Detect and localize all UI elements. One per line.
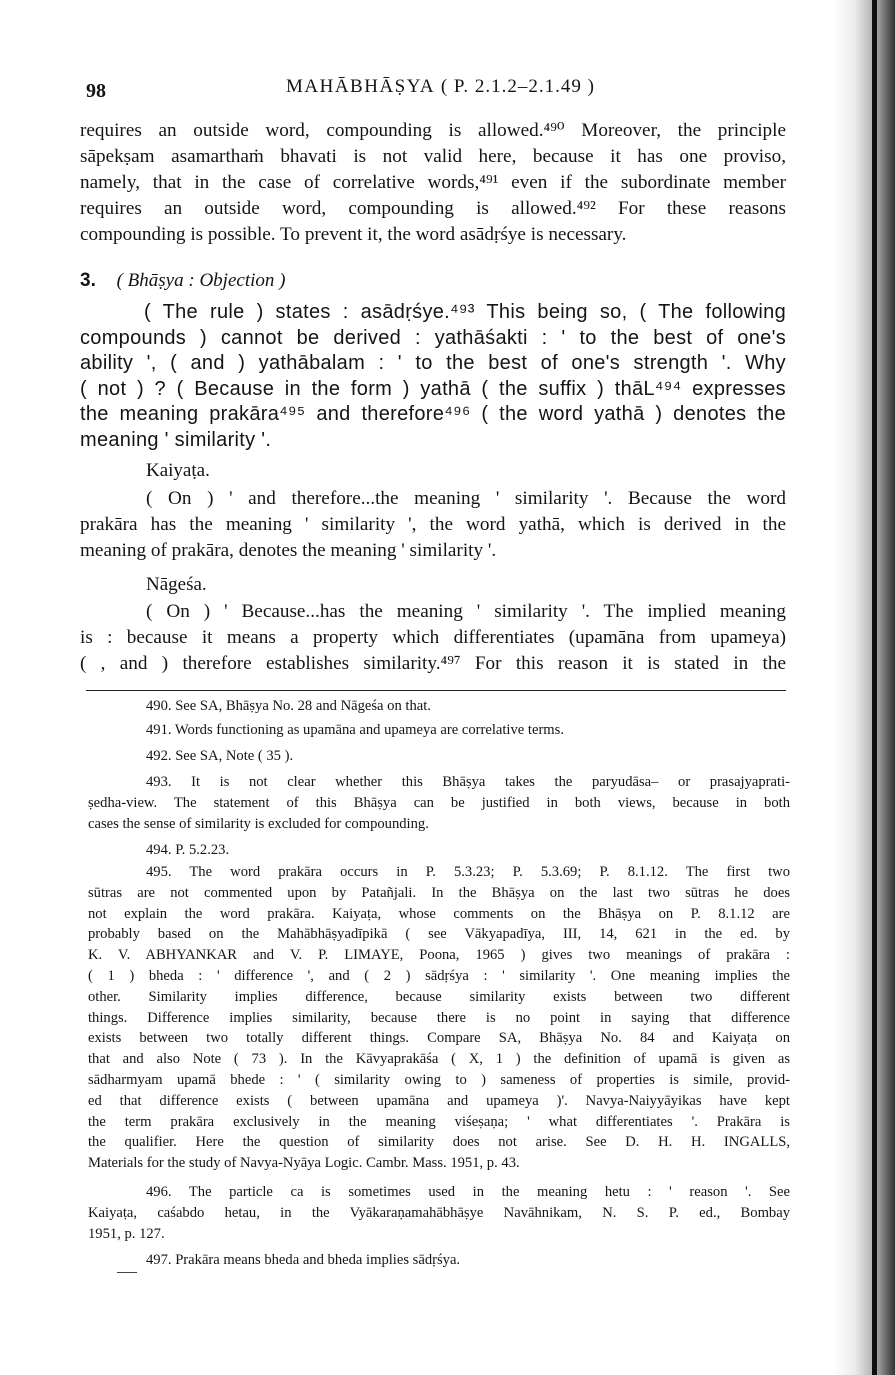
footnote-line: other. Similarity implies difference, because similarity exists between two different — [88, 988, 790, 1005]
footnote-line: sūtras are not commented upon by Patañjali. In the Bhāṣya on the last two sūtras he does — [88, 884, 790, 901]
footnote-line: ed that difference exists ( between upamāna and upameya )'. Navya-Naiyyāyikas have kept — [88, 1092, 790, 1109]
footnote-rule — [86, 690, 786, 691]
bhasya-paragraph — [80, 300, 786, 453]
text-line: ( On ) ' and therefore...the meaning ' similarity '. Because the word — [146, 488, 786, 509]
footnote-line: ( 1 ) bheda : ' difference ', and ( 2 ) sādṛśya : ' similarity '. One meaning implies the — [88, 967, 790, 984]
footnote-line: Materials for the study of Navya-Nyāya Logic. Cambr. Mass. 1951, p. 43. — [88, 1155, 520, 1172]
section-title: ( Bhāṣya : Objection ) — [116, 270, 286, 291]
footnote-line: 496. The particle ca is sometimes used in the meaning hetu : ' reason '. See — [146, 1184, 790, 1200]
footnote-line: 492. See SA, Note ( 35 ). — [146, 748, 294, 764]
footnote-line: exists between two totally different things. Compare SA, Bhāṣya No. 84 and Kaiyaṭa on — [88, 1030, 790, 1047]
text-line: ( not ) ? ( Because in the form ) yathā ( the suffix ) thāL⁴⁹⁴ expresses — [80, 377, 786, 400]
book-title: MAHĀBHĀṢYA — [286, 76, 436, 97]
section-number: 3. — [80, 270, 96, 291]
footnote-line: cases the sense of similarity is excluded for compounding. — [88, 815, 429, 832]
text-line: namely, that in the case of correlative words,⁴⁹¹ even if the subordinate member — [80, 172, 786, 193]
footnote-line: things. Difference implies similarity, because there is no point in saying that difference — [88, 1009, 790, 1026]
footnote-496 — [88, 1182, 790, 1244]
text-line: compounds ) cannot be derived : yathāśakti : ' to the best of one's — [80, 326, 786, 349]
running-header — [86, 76, 786, 104]
text-line: requires an outside word, compounding is allowed.⁴⁹⁰ Moreover, the principle — [80, 120, 786, 141]
footnote-line: 494. P. 5.2.23. — [146, 842, 230, 858]
nagesa-label: Nāgeśa. — [146, 574, 207, 595]
running-title — [286, 76, 595, 98]
text-line: is : because it means a property which differentiates (upamāna from upameya) — [80, 627, 786, 648]
text-line: ( , and ) therefore establishes similarity.⁴⁹⁷ For this reason it is stated in the — [80, 653, 786, 674]
footnote-line: that and also Note ( 73 ). In the Kāvyaprakāśa ( X, 1 ) the definition of upamā is given as — [88, 1051, 790, 1068]
section-heading — [80, 270, 285, 292]
text-line: compounding is possible. To prevent it, the word asādṛśye is necessary. — [80, 224, 627, 245]
footnote-line: not explain the word prakāra. Kaiyaṭa, whose comments on the Bhāṣya on P. 8.1.12 are — [88, 905, 790, 922]
page-number: 98 — [86, 80, 106, 102]
stray-mark — [117, 1272, 137, 1273]
footnote-490 — [88, 696, 790, 717]
sutra-reference: ( P. 2.1.2–2.1.49 ) — [440, 76, 595, 97]
footnote-line: probably based on the Mahābhāṣyadīpikā ( see Vākyapadīya, III, 14, 621 in the ed. by — [88, 926, 790, 943]
footnote-line: 495. The word prakāra occurs in P. 5.3.23; P. 5.3.69; P. 8.1.12. The first two — [146, 864, 790, 880]
scanned-page-edge — [833, 0, 895, 1375]
binding-shadow — [872, 0, 877, 1375]
text-line: prakāra has the meaning ' similarity ', the word yathā, which is derived in the — [80, 514, 786, 535]
footnote-line: ṣedha-view. The statement of this Bhāṣya can be justified in both views, because in both — [88, 794, 790, 811]
footnote-line: 493. It is not clear whether this Bhāṣya takes the paryudāsa– or prasajyaprati- — [146, 774, 790, 790]
text-line: sāpekṣam asamarthaṁ bhavati is not valid here, because it has one proviso, — [80, 146, 786, 167]
text-line: ability ', ( and ) yathābalam : ' to the best of one's strength '. Why — [80, 352, 786, 374]
text-line: ( The rule ) states : asādṛśye.⁴⁹³ This being so, ( The following — [144, 301, 786, 323]
text-line: ( On ) ' Because...has the meaning ' similarity '. The implied meaning — [146, 601, 786, 622]
footnote-497 — [88, 1250, 790, 1271]
footnote-line: 491. Words functioning as upamāna and upameya are correlative terms. — [146, 722, 564, 738]
nagesa-paragraph — [80, 599, 786, 677]
kaiyata-label: Kaiyaṭa. — [146, 460, 210, 481]
kaiyata-paragraph — [80, 486, 786, 564]
footnote-493 — [88, 772, 790, 834]
footnote-494 — [88, 840, 790, 861]
footnote-line: sādharmyam upamā bhede : ' ( similarity owing to ) sameness of properties is simile, provid- — [88, 1071, 790, 1088]
text-line: meaning ' similarity '. — [80, 428, 272, 451]
text-line: requires an outside word, compounding is allowed.⁴⁹² For these reasons — [80, 198, 786, 219]
footnote-line: Kaiyaṭa, caśabdo hetau, in the Vyākaraṇamahābhāṣye Navāhnikam, N. S. P. ed., Bombay — [88, 1204, 790, 1221]
footnote-line: 497. Prakāra means bheda and bheda implies sādṛśya. — [146, 1252, 461, 1268]
footnote-line: 490. See SA, Bhāṣya No. 28 and Nāgeśa on that. — [146, 698, 431, 714]
footnote-491 — [88, 720, 790, 741]
text-line: the meaning prakāra⁴⁹⁵ and therefore⁴⁹⁶ ( the word yathā ) denotes the — [80, 403, 786, 425]
footnote-line: 1951, p. 127. — [88, 1225, 165, 1242]
footnote-495 — [88, 862, 790, 1174]
text-line: meaning of prakāra, denotes the meaning ' similarity '. — [80, 540, 497, 561]
footnote-line: the term prakāra exclusively in the meaning viśeṣaṇa; ' what differentiates '. Prakāra is — [88, 1113, 790, 1130]
footnote-line: K. V. ABHYANKAR and V. P. LIMAYE, Poona, 1965 ) gives two meanings of prakāra : — [88, 947, 790, 964]
paragraph-continuation — [80, 118, 786, 248]
footnote-line: the qualifier. Here the question of similarity does not arise. See D. H. H. INGALLS, — [88, 1134, 790, 1151]
footnote-492 — [88, 746, 790, 767]
